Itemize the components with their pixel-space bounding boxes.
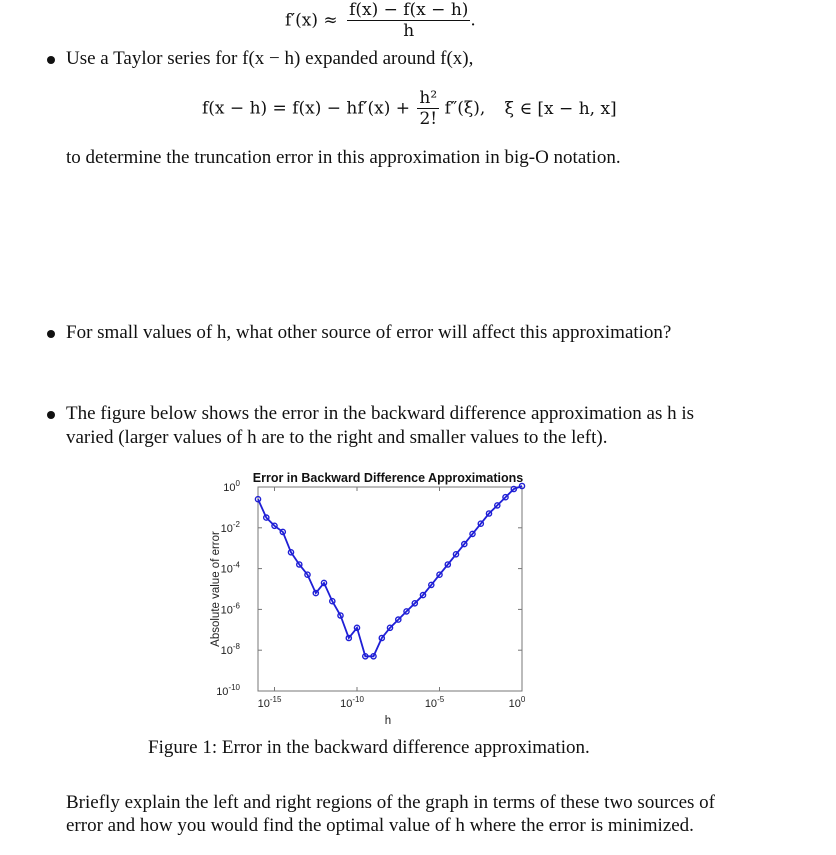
bullet-3-line-1: The figure below shows the error in the backward difference approximation as h is bbox=[66, 403, 695, 424]
closing-line-2: error and how you would find the optimal value of h where the error is minimized. bbox=[66, 815, 694, 836]
taylor-formula-lhs: f(x − h) = f(x) − hf′(x) + bbox=[202, 98, 410, 119]
chart-title: Error in Backward Difference Approximations bbox=[252, 471, 524, 485]
x-tick-label: $10^{-5}$ bbox=[424, 695, 445, 710]
bullet-3-dot bbox=[47, 411, 55, 419]
x-tick-label: $10^{-15}$ bbox=[257, 695, 282, 710]
taylor-formula-frac-num: h² bbox=[419, 88, 438, 108]
x-tick-label: $10^0$ bbox=[508, 695, 526, 710]
y-tick-label: $10^0$ bbox=[223, 479, 240, 494]
y-tick-label: $10^{-10}$ bbox=[216, 683, 240, 698]
top-formula-tail: . bbox=[470, 10, 476, 31]
taylor-formula bbox=[202, 88, 617, 129]
bullet-2-text: For small values of h, what other source of error will affect this approximation? bbox=[66, 322, 672, 343]
top-formula-lhs: f′(x) ≈ bbox=[285, 10, 338, 31]
y-axis-label: Absolute value of error bbox=[210, 531, 222, 647]
top-formula-numerator: f(x) − f(x − h) bbox=[349, 0, 469, 20]
y-tick-label: $10^{-6}$ bbox=[220, 601, 240, 617]
taylor-formula-frac-den: 2! bbox=[419, 109, 438, 129]
y-tick-label: $10^{-4}$ bbox=[220, 560, 240, 576]
taylor-formula-domain: ξ ∈ [x − h, x] bbox=[504, 98, 617, 119]
error-chart bbox=[0, 462, 836, 732]
x-tick-label: $10^{-10}$ bbox=[340, 695, 364, 710]
y-tick-label: $10^{-8}$ bbox=[220, 642, 240, 658]
taylor-formula-fraction bbox=[417, 88, 439, 129]
bullet-1-dot bbox=[47, 56, 55, 64]
top-formula-denominator: h bbox=[403, 21, 415, 41]
top-formula bbox=[285, 0, 476, 41]
bullet-2-dot bbox=[47, 330, 55, 338]
figure-caption: Figure 1: Error in the backward difference approximation. bbox=[148, 737, 590, 758]
bullet-1-followup: to determine the truncation error in this approximation in big-O notation. bbox=[66, 147, 621, 168]
plot-frame bbox=[258, 487, 522, 691]
bullet-3-line-2: varied (larger values of h are to the right and smaller values to the left). bbox=[66, 427, 608, 448]
top-formula-fraction bbox=[347, 0, 470, 41]
y-tick-label: $10^{-2}$ bbox=[220, 519, 240, 535]
closing-line-1: Briefly explain the left and right regions of the graph in terms of these two sources of bbox=[66, 792, 715, 813]
bullet-1-text: Use a Taylor series for f(x − h) expanded around f(x), bbox=[66, 48, 474, 69]
taylor-formula-rest: f″(ξ), bbox=[444, 98, 486, 119]
x-axis-label: h bbox=[384, 715, 392, 727]
